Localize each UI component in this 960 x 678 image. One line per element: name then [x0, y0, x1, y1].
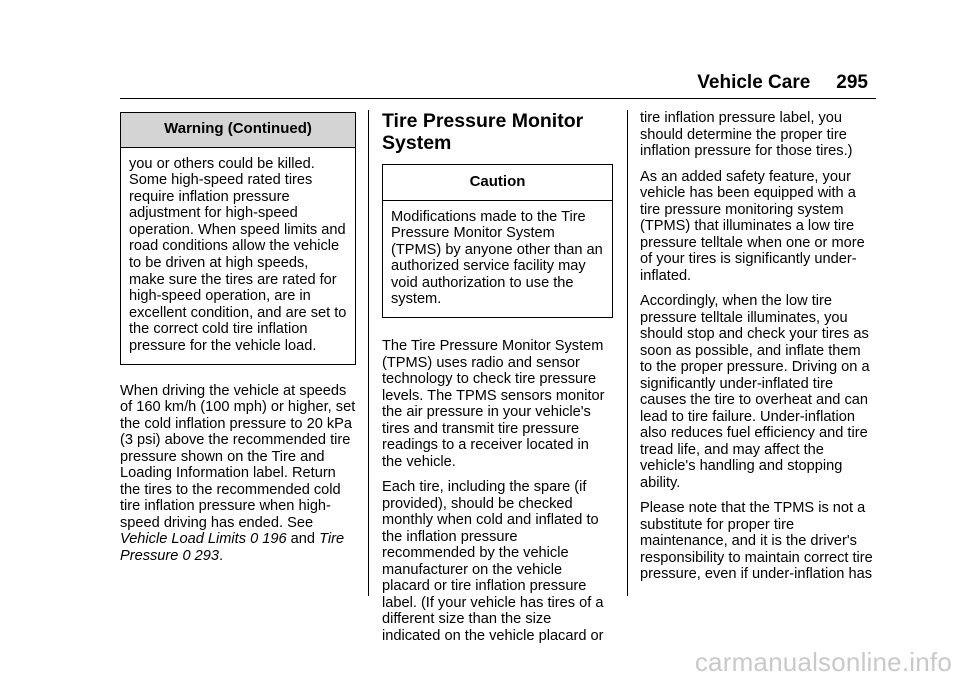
inflation-label-paragraph: tire inflation pressure label, you should determine the proper tire inflation pressure for those tires.)	[640, 110, 853, 159]
spare-tire-paragraph: Each tire, including the spare (if provided), should be checked monthly when cold and inflated to the inflation pressure recommended by the vehicle manufacturer on the vehicle placard or tire inflation pressure label. (If your vehicle has tires of a different size than the size indicated on the vehicle placard or	[382, 479, 604, 644]
safety-feature-paragraph: As an added safety feature, your vehicle has been equipped with a tire pressure monitoring system (TPMS) that illuminates a low tire pressure telltale when one or more of your tires is significantly under-inflated.	[640, 168, 865, 284]
caution-box	[382, 164, 613, 318]
section-name: Vehicle Care	[697, 72, 811, 93]
header-divider	[120, 98, 876, 99]
page-number: 295	[836, 72, 868, 93]
column-divider-2	[627, 110, 628, 596]
and-text: and	[286, 531, 320, 548]
section-heading: Tire Pressure Monitor System	[382, 110, 584, 154]
page-ref-293[interactable]: 0 293	[178, 547, 219, 564]
telltale-paragraph: Accordingly, when the low tire pressure telltale illuminates, you should stop and check your tires as soon as possible, and inflate them to the proper pressure. Driving on a significantly under-inflated tire causes the tire to overheat and can lead to tire failure. Under-inflation also reduces fuel efficiency and tire tread life, and may affect the vehicle's handling and stopping ability.	[640, 293, 870, 491]
caution-title: Caution	[383, 165, 612, 201]
warning-box	[120, 112, 356, 365]
high-speed-text: When driving the vehicle at speeds of 160 km/h (100 mph) or higher, set the cold inflation pressure to 20 kPa (3 psi) above the recommended tire pressure shown on the Tire and Loading Information label. Return the tires to the recommended cold tire inflation pressure when high-speed driving has ended. See	[120, 382, 356, 531]
warning-body: you or others could be killed. Some high-speed rated tires require inflation pressure adjustment for high-speed operation. When speed limits and road conditions allow the vehicle to be driven at high speeds, make sure the tires are rated for high-speed operation, are in excellent condition, and are set to the correct cold tire inflation pressure for the vehicle load.	[129, 155, 347, 355]
column-3	[640, 110, 876, 592]
column-2	[382, 110, 613, 653]
warning-title: Warning (Continued)	[121, 113, 355, 148]
period-text: .	[218, 547, 224, 564]
vehicle-load-limits-link[interactable]: Vehicle Load Limits	[120, 531, 247, 548]
high-speed-paragraph	[120, 383, 356, 565]
tpms-intro-paragraph: The Tire Pressure Monitor System (TPMS) uses radio and sensor technology to check tire pressure levels. The TPMS sensors monitor the air pressure in your vehicle's tires and transmit tire pressure readings to a receiver located in the vehicle.	[382, 338, 605, 470]
column-1	[120, 112, 356, 573]
tire-pressure-link[interactable]: Tire Pressure	[120, 531, 345, 564]
caution-body: Modifications made to the Tire Pressure Monitor System (TPMS) by anyone other than an authorized service facility may void authorization to use the system.	[391, 208, 603, 308]
page-ref-196[interactable]: 0 196	[246, 531, 287, 548]
column-divider-1	[368, 110, 369, 596]
page-header	[697, 72, 868, 94]
watermark: carmanualsonline.info	[694, 647, 952, 677]
maintenance-paragraph: Please note that the TPMS is not a substitute for proper tire maintenance, and it is the driver's responsibility to maintain correct tire pressure, even if under-inflation has	[640, 500, 873, 582]
